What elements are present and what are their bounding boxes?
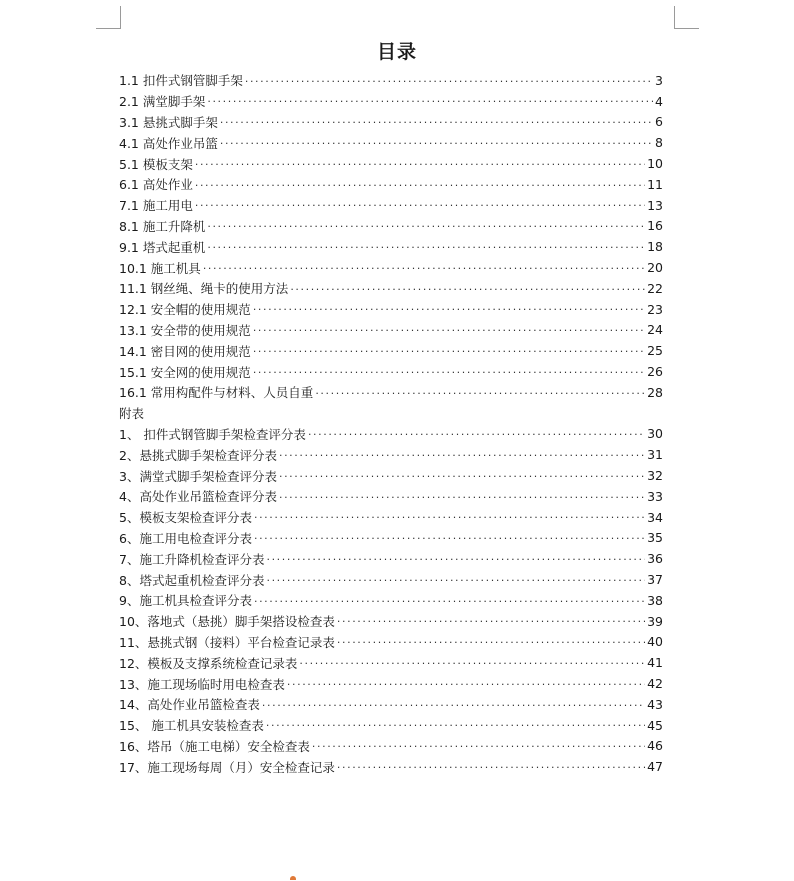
- toc-entry[interactable]: [119, 153, 663, 174]
- toc-entry-page-number: 18: [647, 239, 663, 255]
- toc-entry[interactable]: [119, 507, 663, 528]
- toc-entry[interactable]: [119, 236, 663, 257]
- toc-entry-label: 16、塔吊（施工电梯）安全检查表: [119, 738, 310, 754]
- toc-entry-page-number: 23: [647, 301, 663, 317]
- toc-entry-label: 15、 施工机具安装检查表: [119, 718, 264, 734]
- toc-entry[interactable]: [119, 548, 663, 569]
- toc-entry-page-number: 33: [647, 488, 663, 504]
- toc-dot-leader: [253, 303, 645, 316]
- toc-entry-page-number: 4: [655, 93, 663, 109]
- toc-dot-leader: [279, 490, 645, 503]
- toc-entry-page-number: 30: [647, 426, 663, 442]
- toc-entry-page-number: 28: [647, 384, 663, 400]
- toc-entry[interactable]: [119, 465, 663, 486]
- toc-entry-page-number: 38: [647, 592, 663, 608]
- toc-dot-leader: [254, 532, 645, 545]
- toc-dot-leader: [195, 157, 645, 170]
- toc-entry-page-number: 20: [647, 260, 663, 276]
- toc-entry[interactable]: [119, 112, 663, 133]
- toc-entry-label: 17、施工现场每周（月）安全检查记录: [119, 759, 335, 775]
- toc-entry[interactable]: [119, 652, 663, 673]
- toc-entry[interactable]: [119, 486, 663, 507]
- crop-mark-top-right: [674, 6, 699, 29]
- toc-entry-label: 14.1 密目网的使用规范: [119, 343, 251, 359]
- toc-entry-page-number: 37: [647, 572, 663, 588]
- toc-entry-page-number: 39: [647, 613, 663, 629]
- toc-entry-page-number: 40: [647, 634, 663, 650]
- toc-entry-page-number: 13: [647, 197, 663, 213]
- toc-entry-label: 15.1 安全网的使用规范: [119, 364, 251, 380]
- toc-entry-page-number: 8: [655, 135, 663, 151]
- toc-entry-label: 11、悬挑式钢（接料）平台检查记录表: [119, 634, 335, 650]
- appendix-heading: [119, 403, 663, 424]
- toc-entry[interactable]: [119, 257, 663, 278]
- toc-entry-label: 9、施工机具检查评分表: [119, 593, 252, 609]
- toc-entry-label: 9.1 塔式起重机: [119, 239, 206, 255]
- toc-entry[interactable]: [119, 361, 663, 382]
- toc-dot-leader: [312, 740, 645, 753]
- toc-entry-label: 3.1 悬挑式脚手架: [119, 114, 218, 130]
- toc-entry-label: 5、模板支架检查评分表: [119, 510, 252, 526]
- toc-entry-label: 11.1 钢丝绳、绳卡的使用方法: [119, 281, 289, 297]
- toc-dot-leader: [266, 552, 645, 565]
- toc-entry[interactable]: [119, 278, 663, 299]
- toc-entry-page-number: 10: [647, 156, 663, 172]
- toc-entry-label: 1、 扣件式钢管脚手架检查评分表: [119, 426, 306, 442]
- toc-entry-label: 4、高处作业吊篮检查评分表: [119, 489, 277, 505]
- toc-entry-label: 10、落地式（悬挑）脚手架搭设检查表: [119, 614, 335, 630]
- toc-entry-page-number: 45: [647, 717, 663, 733]
- toc-entry[interactable]: [119, 91, 663, 112]
- toc-entry[interactable]: [119, 611, 663, 632]
- toc-entry-label: 14、高处作业吊篮检查表: [119, 697, 260, 713]
- toc-entry-label: 12.1 安全帽的使用规范: [119, 302, 251, 318]
- toc-entry-page-number: 34: [647, 509, 663, 525]
- toc-entry[interactable]: [119, 320, 663, 341]
- toc-entry-label: 5.1 模板支架: [119, 156, 193, 172]
- toc-entry[interactable]: [119, 736, 663, 757]
- toc-dot-leader: [337, 760, 645, 773]
- toc-entry-page-number: 43: [647, 696, 663, 712]
- toc-dot-leader: [253, 345, 645, 358]
- toc-dot-leader: [254, 594, 645, 607]
- toc-entry-page-number: 36: [647, 551, 663, 567]
- toc-entry[interactable]: [119, 340, 663, 361]
- toc-entry-label: 4.1 高处作业吊篮: [119, 135, 218, 151]
- toc-entry[interactable]: [119, 216, 663, 237]
- toc-dot-leader: [279, 448, 645, 461]
- toc-entry-page-number: 46: [647, 738, 663, 754]
- toc-dot-leader: [287, 677, 645, 690]
- toc-dot-leader: [253, 365, 645, 378]
- toc-entry-page-number: 42: [647, 676, 663, 691]
- toc-entry[interactable]: [119, 70, 663, 91]
- toc-entry[interactable]: [119, 715, 663, 736]
- toc-entry-label: 2、悬挑式脚手架检查评分表: [119, 447, 277, 463]
- toc-entry[interactable]: [119, 444, 663, 465]
- table-of-contents: [119, 70, 663, 777]
- toc-entry-page-number: 6: [655, 114, 663, 130]
- toc-entry[interactable]: [119, 174, 663, 195]
- page-edge-mark: [290, 876, 296, 880]
- toc-entry-label: 2.1 满堂脚手架: [119, 94, 206, 110]
- toc-entry-page-number: 22: [647, 280, 663, 296]
- toc-entry[interactable]: [119, 382, 663, 403]
- toc-entry[interactable]: [119, 756, 663, 777]
- toc-entry-page-number: 25: [647, 343, 663, 359]
- toc-entry-label: 8、塔式起重机检查评分表: [119, 572, 265, 588]
- toc-entry-page-number: 11: [647, 176, 663, 192]
- toc-entry-label: 7、施工升降机检查评分表: [119, 551, 265, 567]
- toc-dot-leader: [220, 116, 653, 129]
- toc-dot-leader: [337, 615, 645, 628]
- toc-dot-leader: [253, 324, 645, 337]
- crop-mark-top-left: [96, 6, 121, 29]
- toc-entry-page-number: 31: [647, 447, 663, 463]
- toc-dot-leader: [207, 95, 653, 108]
- toc-entry-label: 12、模板及支撑系统检查记录表: [119, 655, 298, 671]
- toc-entry[interactable]: [119, 195, 663, 216]
- toc-entry-page-number: 47: [647, 759, 663, 775]
- toc-entry[interactable]: [119, 569, 663, 590]
- toc-entry-page-number: 16: [647, 218, 663, 234]
- toc-entry-label: 7.1 施工用电: [119, 198, 193, 214]
- toc-entry-page-number: 3: [655, 72, 663, 88]
- toc-entry-label: 10.1 施工机具: [119, 260, 201, 276]
- toc-entry[interactable]: [119, 694, 663, 715]
- toc-dot-leader: [220, 137, 653, 150]
- toc-dot-leader: [195, 178, 645, 191]
- appendix-heading-label: 附表: [119, 406, 145, 422]
- toc-entry-label: 8.1 施工升降机: [119, 218, 206, 234]
- toc-dot-leader: [279, 469, 645, 482]
- toc-dot-leader: [207, 241, 645, 254]
- toc-dot-leader: [315, 386, 645, 399]
- toc-entry-page-number: 41: [647, 655, 663, 671]
- toc-entry-page-number: 35: [647, 530, 663, 546]
- toc-entry-page-number: 26: [647, 364, 663, 380]
- toc-entry[interactable]: [119, 528, 663, 549]
- toc-dot-leader: [195, 199, 645, 212]
- toc-entry[interactable]: [119, 424, 663, 445]
- toc-dot-leader: [245, 74, 653, 87]
- toc-entry-label: 1.1 扣件式钢管脚手架: [119, 73, 243, 89]
- toc-dot-leader: [254, 511, 645, 524]
- toc-entry[interactable]: [119, 299, 663, 320]
- toc-dot-leader: [337, 636, 645, 649]
- toc-entry[interactable]: [119, 590, 663, 611]
- toc-dot-leader: [266, 719, 645, 732]
- toc-entry-page-number: 24: [647, 322, 663, 338]
- toc-entry[interactable]: [119, 673, 663, 694]
- toc-dot-leader: [290, 282, 645, 295]
- toc-dot-leader: [299, 656, 645, 669]
- toc-dot-leader: [207, 220, 645, 233]
- toc-entry[interactable]: [119, 632, 663, 653]
- toc-entry-label: 6.1 高处作业: [119, 177, 193, 193]
- toc-entry-label: 16.1 常用构配件与材料、人员自重: [119, 385, 314, 401]
- toc-dot-leader: [262, 698, 645, 711]
- toc-entry-label: 13.1 安全带的使用规范: [119, 322, 251, 338]
- toc-entry-label: 3、满堂式脚手架检查评分表: [119, 468, 277, 484]
- toc-entry-label: 6、施工用电检查评分表: [119, 530, 252, 546]
- toc-dot-leader: [308, 428, 645, 441]
- page-title: 目录: [376, 41, 417, 63]
- toc-entry-label: 13、施工现场临时用电检查表: [119, 676, 285, 692]
- toc-entry-page-number: 32: [647, 468, 663, 484]
- toc-entry[interactable]: [119, 132, 663, 153]
- toc-dot-leader: [266, 573, 645, 586]
- toc-dot-leader: [203, 261, 645, 274]
